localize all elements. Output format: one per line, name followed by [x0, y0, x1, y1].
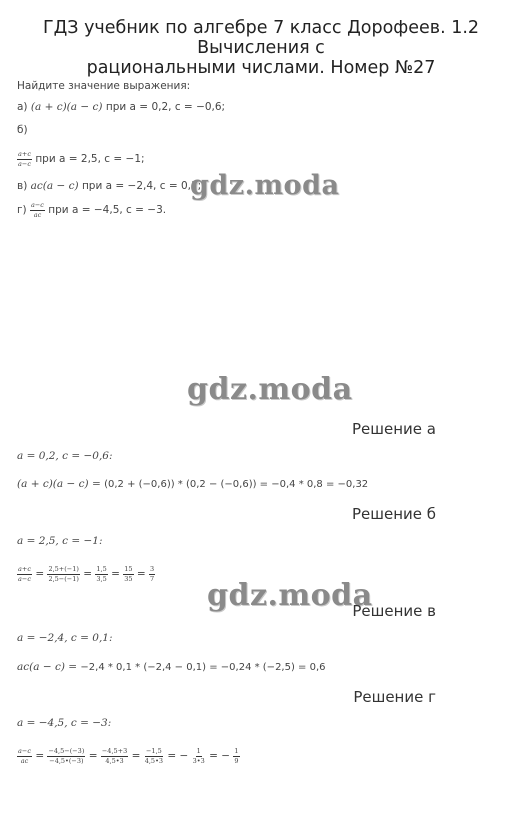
fraction [144, 748, 164, 764]
fraction [233, 748, 239, 764]
solution-a-result: (0,2 + (−0,6)) * (0,2 − (−0,6)) = −0,4 * 0,8 = −0,32 [104, 479, 369, 490]
fraction-denominator: a−c [18, 159, 31, 168]
fraction-denominator: ac [20, 756, 29, 765]
fraction [149, 566, 155, 582]
fraction-numerator: 1 [234, 747, 239, 755]
fraction-numerator: 1,5 [96, 565, 107, 573]
fraction-denominator: 4,5•3 [144, 756, 164, 765]
solution-b-heading: Решение б [351, 505, 436, 523]
solution-g-heading: Решение г [353, 688, 436, 706]
task-item-b [17, 151, 145, 167]
task-g-fraction [30, 202, 45, 218]
equals-sign: = [111, 568, 120, 580]
fraction-denominator: 4,5•3 [105, 756, 124, 765]
fraction-numerator: 2,5+(−1) [48, 565, 79, 573]
fraction [17, 566, 32, 582]
fraction-denominator: 3•3 [192, 756, 205, 765]
task-v-cond: при a = −2,4, c = 0,1; [81, 180, 202, 192]
task-g-cond: при a = −4,5, c = −3. [48, 204, 167, 216]
page-title-line-1: ГДЗ учебник по алгебре 7 класс Дорофеев. 1.2 Вычисления с [42, 18, 480, 58]
solution-a-lhs: (a + c)(a − c) = [17, 478, 105, 490]
solution-a-heading: Решение а [352, 420, 436, 438]
fraction-numerator: a−c [18, 747, 31, 755]
page-title-line-2: рациональными числами. Номер №27 [86, 58, 436, 78]
equals-sign: = [131, 750, 141, 762]
fraction-denominator: 9 [234, 756, 239, 765]
watermark-logo: gdz.moda [190, 170, 340, 201]
task-g-label: г) [17, 204, 27, 216]
task-v-expr: ac(a − c) [30, 180, 79, 192]
task-v-label: в) [17, 180, 28, 192]
fraction-numerator: a+c [18, 565, 31, 573]
fraction-denominator: 2,5−(−1) [48, 574, 79, 583]
watermark-logo: gdz.moda [207, 578, 373, 613]
fraction [95, 566, 107, 582]
fraction-denominator: −4,5•(−3) [49, 756, 84, 765]
fraction-numerator: 1 [196, 747, 201, 755]
fraction [47, 748, 85, 764]
fraction-numerator: a−c [30, 201, 44, 209]
fraction [17, 748, 32, 764]
fraction-denominator: ac [33, 210, 42, 219]
fraction-numerator: a+c [18, 150, 31, 158]
fraction-denominator: a−c [18, 574, 31, 583]
solution-b-given: a = 2,5, c = −1: [17, 535, 103, 547]
task-item-b-label: б) [17, 124, 28, 136]
equals-sign: = [35, 750, 45, 762]
fraction-numerator: −1,5 [145, 747, 162, 755]
solution-g-calc [17, 748, 240, 764]
solution-b-calc [17, 566, 155, 582]
task-b-fraction [17, 151, 32, 167]
equals-sign: = [136, 568, 146, 580]
page-title [0, 18, 522, 78]
fraction [192, 748, 206, 764]
task-a-cond: при a = 0,2, c = −0,6; [105, 101, 226, 113]
fraction [101, 748, 128, 764]
solution-v-calc [17, 657, 326, 675]
task-a-expr: (a + c)(a − c) [30, 101, 103, 113]
equals-sign: = [88, 750, 98, 762]
solution-g-given: a = −4,5, c = −3: [17, 717, 112, 729]
solution-v-result: −2,4 * 0,1 * (−2,4 − 0,1) = −0,24 * (−2,5) = 0,6 [80, 662, 326, 673]
task-intro: Найдите значение выражения: [17, 80, 191, 92]
fraction [123, 566, 133, 582]
fraction-numerator: 3 [150, 565, 155, 573]
task-item-a [17, 101, 225, 113]
equals-sign: = [83, 568, 93, 580]
task-item-v [17, 180, 201, 192]
fraction-numerator: −4,5+3 [101, 747, 128, 755]
equals-sign: = [35, 568, 45, 580]
task-a-label: а) [17, 101, 28, 113]
fraction-numerator: −4,5−(−3) [48, 747, 85, 755]
fraction-denominator: 7 [150, 574, 155, 583]
fraction-numerator: 15 [124, 565, 133, 573]
fraction [47, 566, 79, 582]
equals-minus-sign: = − [209, 750, 231, 762]
fraction-denominator: 35 [124, 574, 133, 583]
task-item-g [17, 202, 166, 218]
solution-v-given: a = −2,4, c = 0,1: [17, 632, 113, 644]
solution-v-heading: Решение в [352, 602, 436, 620]
solution-a-given: a = 0,2, c = −0,6: [17, 450, 113, 462]
task-b-cond: при a = 2,5, c = −1; [35, 153, 145, 165]
solution-a-calc [17, 474, 368, 492]
watermark-logo: gdz.moda [187, 372, 353, 407]
fraction-denominator: 3,5 [96, 574, 107, 583]
equals-minus-sign: = − [167, 750, 189, 762]
solution-v-lhs: ac(a − c) = [17, 661, 81, 673]
